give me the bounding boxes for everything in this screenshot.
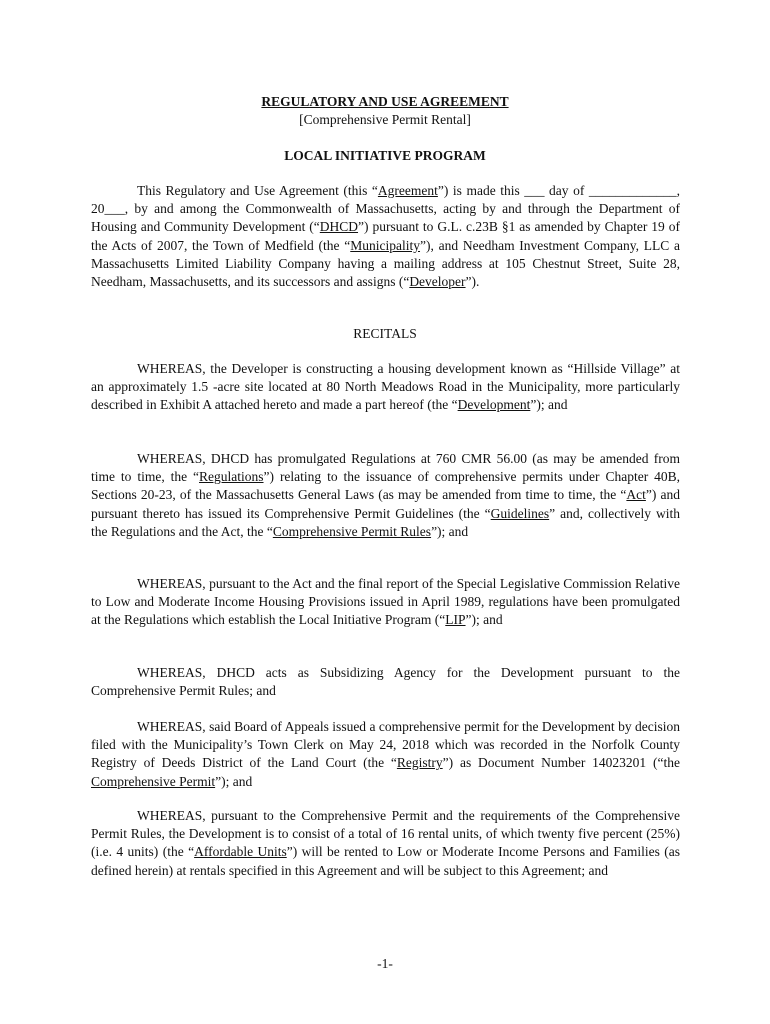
document-title: REGULATORY AND USE AGREEMENT: [261, 94, 509, 109]
defined-term: Development: [457, 397, 531, 413]
defined-term: Regulations: [199, 469, 264, 485]
defined-term: Registry: [396, 755, 443, 771]
document-subtitle: [Comprehensive Permit Rental]: [299, 112, 471, 127]
defined-term: Agreement: [377, 183, 438, 198]
defined-term: Comprehensive Permit: [91, 773, 216, 789]
defined-term: Act: [626, 487, 646, 503]
defined-term: Affordable Units: [194, 844, 287, 860]
recital-paragraph: WHEREAS, DHCD has promulgated Regulations at 760 CMR 56.00 (as may be amended from time to time, the “Regulations”) relating to the issuance of comprehensive permits under Chapter 40B, Sections 20-23, of the Massachusetts General Laws (as may be amended from time to time, the “Act”) and pursuant thereto has issued its Comprehensive Permit Guidelines (the “Guidelines” and, collectively with the Regulations and the Act, the “Comprehensive Permit Rules”); and: [91, 451, 680, 539]
defined-term: Developer: [409, 274, 466, 290]
defined-term: Municipality: [350, 237, 421, 253]
recital-paragraph: WHEREAS, pursuant to the Act and the final report of the Special Legislative Commission Relative to Low and Moderate Income Housing Provisions issued in April 1989, regulations have been promulgated at the Regulations which establish the Local Initiative Program (“LIP”); and: [91, 576, 680, 628]
recital-paragraph: WHEREAS, DHCD acts as Subsidizing Agency for the Development pursuant to the Comprehensive Permit Rules; and: [91, 665, 680, 699]
recital-paragraph: WHEREAS, the Developer is constructing a housing development known as “Hillside Village” at an approximately 1.5 -acre site located at 80 North Meadows Road in the Municipality, more particularly described in Exhibit A attached hereto and made a part hereof (the “Development”); and: [91, 361, 680, 413]
recital-paragraph: WHEREAS, said Board of Appeals issued a comprehensive permit for the Development by decision filed with the Municipality’s Town Clerk on May 24, 2018 which was recorded in the Norfolk County Registry of Deeds District of the Land Court (the “Registry”) as Document Number 14023201 (“the Comprehensive Permit”); and: [91, 719, 680, 789]
program-heading: LOCAL INITIATIVE PROGRAM: [284, 148, 486, 163]
intro-paragraph: This Regulatory and Use Agreement (this “Agreement”) is made this ___ day of _____________, 20___, by and among the Commonwealth of Massachusetts, acting by and through the Department of Housing and Community Development (“DHCD”) pursuant to G.L. c.23B §1 as amended by Chapter 19 of the Acts of 2007, the Town of Medfield (the “Municipality”), and Needham Investment Company, LLC a Massachusetts Limited Liability Company having a mailing address at 105 Chestnut Street, Suite 28, Needham, Massachusetts, and its successors and assigns (“Developer”).: [91, 183, 680, 290]
defined-term: Guidelines: [490, 505, 550, 521]
defined-term: Comprehensive Permit Rules: [272, 523, 432, 539]
recitals-heading: RECITALS: [353, 326, 417, 341]
defined-term: LIP: [445, 612, 466, 628]
page-number: -1-: [377, 956, 393, 971]
recital-paragraph: WHEREAS, pursuant to the Comprehensive Permit and the requirements of the Comprehensive Permit Rules, the Development is to consist of a total of 16 rental units, of which twenty five percent (25%) (i.e. 4 units) (the “Affordable Units”) will be rented to Low or Moderate Income Persons and Families (as defined herein) at rentals specified in this Agreement and will be subject to this Agreement; and: [91, 808, 680, 878]
defined-term: DHCD: [319, 219, 359, 235]
